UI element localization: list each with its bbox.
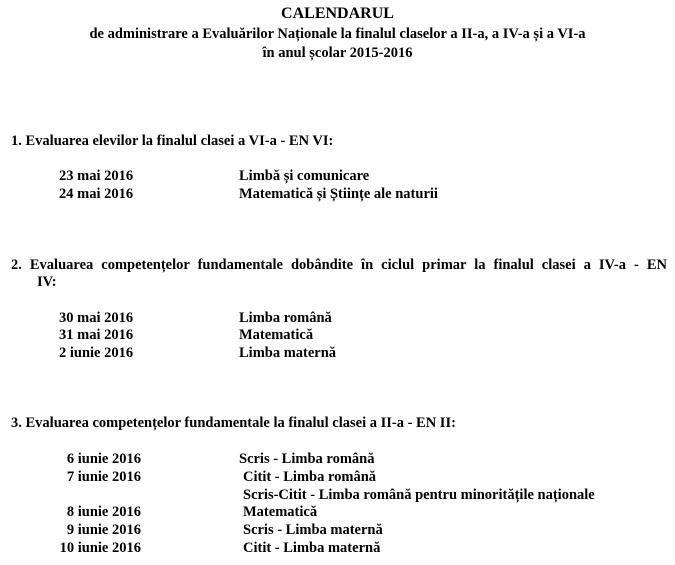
- section-3-date-4: 8 iunie 2016: [66, 504, 141, 520]
- section-2-heading: 2. Evaluarea competențelor fundamentale dobândite în ciclul primar la finalul clasei a IV-a - EN: [11, 257, 667, 273]
- section-3-date-2: 7 iunie 2016: [66, 469, 141, 485]
- section-3-subject-5: Scris - Limba maternă: [243, 522, 383, 538]
- document-title: CALENDARUL: [281, 5, 394, 22]
- section-2-subject-3: Limba maternă: [239, 345, 337, 361]
- section-3-date-1: 6 iunie 2016: [66, 451, 141, 467]
- section-2-date-2: 31 mai 2016: [59, 327, 134, 343]
- section-2-subject-1: Limba română: [239, 310, 332, 326]
- section-2-heading-cont: IV:: [37, 274, 57, 290]
- school-year: în anul școlar 2015-2016: [262, 45, 413, 61]
- section-2-date-1: 30 mai 2016: [59, 310, 134, 326]
- section-3-date-5: 9 iunie 2016: [66, 522, 141, 538]
- section-2-subject-2: Matematică: [239, 327, 314, 343]
- section-2-date-3: 2 iunie 2016: [59, 345, 134, 361]
- section-1-date-1: 23 mai 2016: [59, 168, 134, 184]
- section-3-date-6: 10 iunie 2016: [59, 540, 141, 556]
- section-1-subject-2: Matematică și Științe ale naturii: [239, 186, 438, 202]
- section-1-subject-1: Limbă și comunicare: [239, 168, 370, 184]
- section-1-heading: 1. Evaluarea elevilor la finalul clasei a VI-a - EN VI:: [11, 133, 334, 149]
- document-subtitle: de administrare a Evaluărilor Naționale la finalul claselor a II-a, a IV-a și a VI-a: [89, 26, 586, 42]
- section-3-heading: 3. Evaluarea competențelor fundamentale la finalul clasei a II-a - EN II:: [11, 415, 456, 431]
- section-3-subject-2: Citit - Limba română: [243, 469, 377, 485]
- section-3-subject-4: Matematică: [243, 504, 318, 520]
- section-3-subject-6: Citit - Limba maternă: [243, 540, 381, 556]
- section-3-subject-3: Scris-Citit - Limba română pentru minoritățile naționale: [243, 487, 595, 503]
- section-3-subject-1: Scris - Limba română: [239, 451, 375, 467]
- section-1-date-2: 24 mai 2016: [59, 186, 134, 202]
